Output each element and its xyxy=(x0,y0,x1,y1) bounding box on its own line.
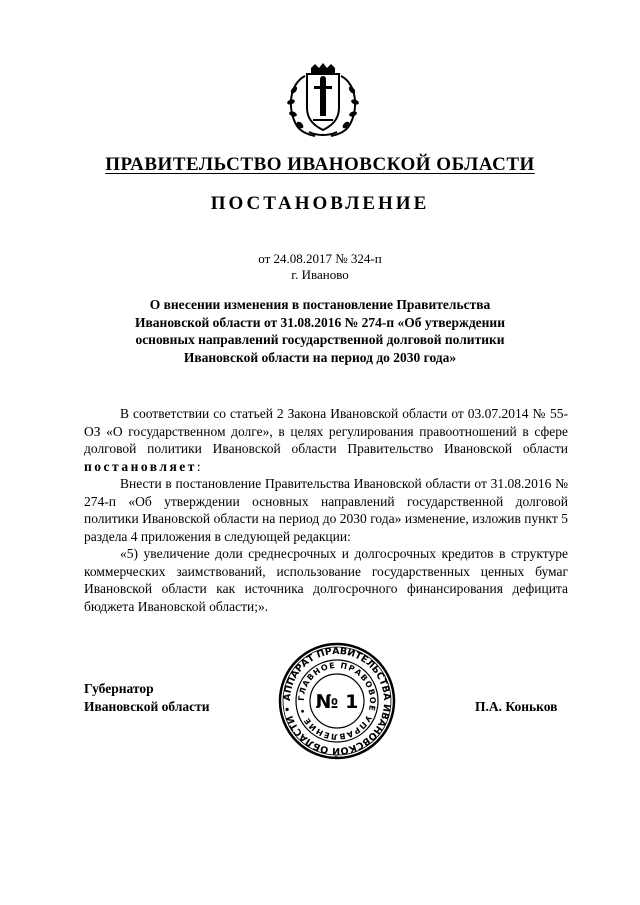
decree-city: г. Иваново xyxy=(291,267,349,282)
stamp-number: № 1 xyxy=(315,691,359,713)
heading-line: О внесении изменения в постановление Правительства xyxy=(149,297,491,312)
document-type-title: ПОСТАНОВЛЕНИЕ xyxy=(210,193,430,214)
decree-date-number: от 24.08.2017 № 324-п xyxy=(258,251,382,266)
heading-line: Ивановской области на период до 2030 года» xyxy=(183,349,457,365)
heading-line: Ивановской области от 31.08.2016 № 274-п «Об утверждении xyxy=(135,314,505,330)
signatory-position: Губернатор Ивановской области xyxy=(84,681,210,714)
decree-body xyxy=(84,405,568,615)
heading-line: основных направлений государственной долговой политики xyxy=(135,332,505,347)
body-paragraph-3: «5) увеличение доли среднесрочных и долгосрочных кредитов в структуре коммерческих заимствований, использование государственных ценных бумаг Ивановской области как источника долгосрочного финансирования дефицита бюджета Ивановской области;». xyxy=(84,546,568,614)
signatory-name: П.А. Коньков xyxy=(475,699,558,714)
body-paragraph-1: В соответствии со статьей 2 Закона Ивановской области от 03.07.2014 № 55-ОЗ «О государственном долге», в целях регулирования правоотношений в сфере долговой политики Ивановской области Правительство Ивановской области постановляет: xyxy=(84,406,568,474)
coat-of-arms-icon xyxy=(283,62,363,138)
government-title: ПРАВИТЕЛЬСТВО ИВАНОВСКОЙ ОБЛАСТИ xyxy=(105,154,535,175)
emphasis-word: постановляет xyxy=(84,458,197,474)
decree-heading xyxy=(100,296,540,366)
official-stamp-icon xyxy=(277,641,397,761)
stamp-inner-text: ГЛАВНОЕ ПРАВОВОЕ УПРАВЛЕНИЕ • xyxy=(296,660,378,742)
stamp-ring-text: АППАРАТ ПРАВИТЕЛЬСТВА ИВАНОВСКОЙ ОБЛАСТИ • xyxy=(281,645,393,757)
body-paragraph-2: Внести в постановление Правительства Ивановской области от 31.08.2016 № 274-п «Об утверждении основных направлений государственной долговой политики Ивановской области на период до 2030 года» изменение, изложив пункт 5 раздела 4 приложения в следующей редакции: xyxy=(84,476,568,544)
